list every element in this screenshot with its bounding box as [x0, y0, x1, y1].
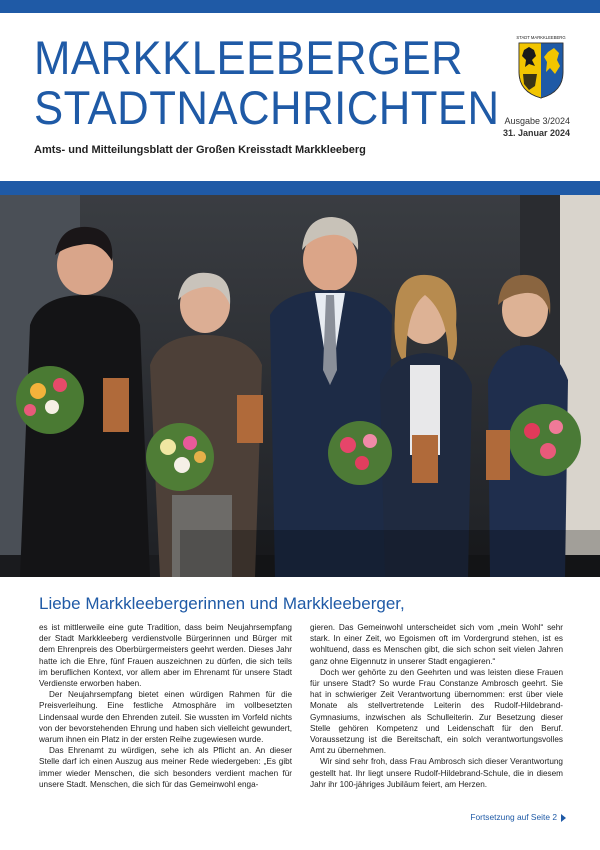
arrow-right-icon	[561, 814, 566, 822]
issue-date: 31. Januar 2024	[502, 128, 570, 138]
cover-photo	[0, 195, 600, 577]
continuation-label: Fortsetzung auf Seite 2	[470, 812, 557, 822]
article-headline: Liebe Markkleebergerinnen und Markkleeberger,	[39, 594, 405, 613]
cover-photo-illustration	[0, 195, 600, 577]
article-paragraph: Das Ehrenamt zu würdigen, sehe ich als Pflicht an. An dieser Stelle darf ich einen Auszug aus meiner Rede wiedergeben: „Es gibt immer wieder Menschen, die sich besonders verdient machen für unsere Stadt. Menschen, die sich für das Gemeinwohl enga-	[39, 746, 292, 789]
city-crest	[515, 34, 567, 100]
article-paragraph: Doch wer gehörte zu den Geehrten und was leisten diese Frauen für unsere Stadt? So wurde Frau Constanze Ambrosch geehrt. Sie hat in schwieriger Zeit Verantwortung übernommen: erst über viele Monate als stellvertretende Leiterin des Rudolf-Hildebrand-Gymnasiums, inzwischen als Schulleiterin. Zur Besetzung dieser Stelle gehören Kompetenz und Leidenschaft für den Beruf. Voraussetzung ist die Bereitschaft, ein solch verantwortungsvolles Amt zu übernehmen.	[310, 667, 563, 756]
article-paragraph: gieren. Das Gemeinwohl unterscheidet sich vom „mein Wohl“ sehr stark. In einer Zeit, wo Egoismen oft im Vordergrund stehen, ist es wohltuend, dass es Menschen gibt, die sich schon seit vielen Jahren ganz ohne Eigennutz in unserer Stadt engagieren.“	[310, 623, 563, 666]
masthead-title-line1: MARKKLEEBERGER	[34, 31, 464, 84]
issue-number: Ausgabe 3/2024	[504, 116, 570, 126]
masthead-title	[34, 31, 500, 134]
header-divider-band	[0, 181, 600, 195]
continuation-link[interactable]	[470, 812, 566, 822]
masthead-title-line2: STADTNACHRICHTEN	[34, 81, 500, 134]
article-column-right	[310, 622, 563, 790]
crest-label: STADT MARKKLEEBERG	[516, 35, 566, 40]
article-paragraph: es ist mittlerweile eine gute Tradition, dass beim Neujahrsempfang der Stadt Markkleeberg verdienstvolle Bürgerinnen und Bürger mit dem Ehrenpreis des Oberbürgermeisters geehrt werden. Dieses Jahr hatte ich die Ehre, fünf Frauen auszeichnen zu dürfen, die sich teils im beruflichen Kontext, vor allem aber im Ehrenamt für unsere Stadt Verdienste erworben haben.	[39, 623, 292, 689]
issue-info	[503, 115, 570, 139]
article-paragraph: Der Neujahrsempfang bietet einen würdigen Rahmen für die Preisverleihung. Eine festliche Atmosphäre im vollbesetzten Lindensaal wurde den Ehrenden zuteil. Sie wussten im Vorfeld nichts von der bevorstehenden Ehrung und haben sich vielleicht gewundert, warum ihnen ein Platz in der ersten Reihe zugewiesen wurde.	[39, 690, 292, 745]
article-paragraph: Wir sind sehr froh, dass Frau Ambrosch sich dieser Verantwortung gestellt hat. Ihr liegt unsere Rudolf-Hildebrand-Schule, die in diesem Jahr ihr 100-jähriges Jubiläum feiert, am Herzen.	[310, 757, 563, 789]
masthead-subtitle: Amts- und Mitteilungsblatt der Großen Kreisstadt Markkleeberg	[34, 144, 366, 156]
article-column-left	[39, 622, 292, 790]
top-blue-bar	[0, 0, 600, 13]
